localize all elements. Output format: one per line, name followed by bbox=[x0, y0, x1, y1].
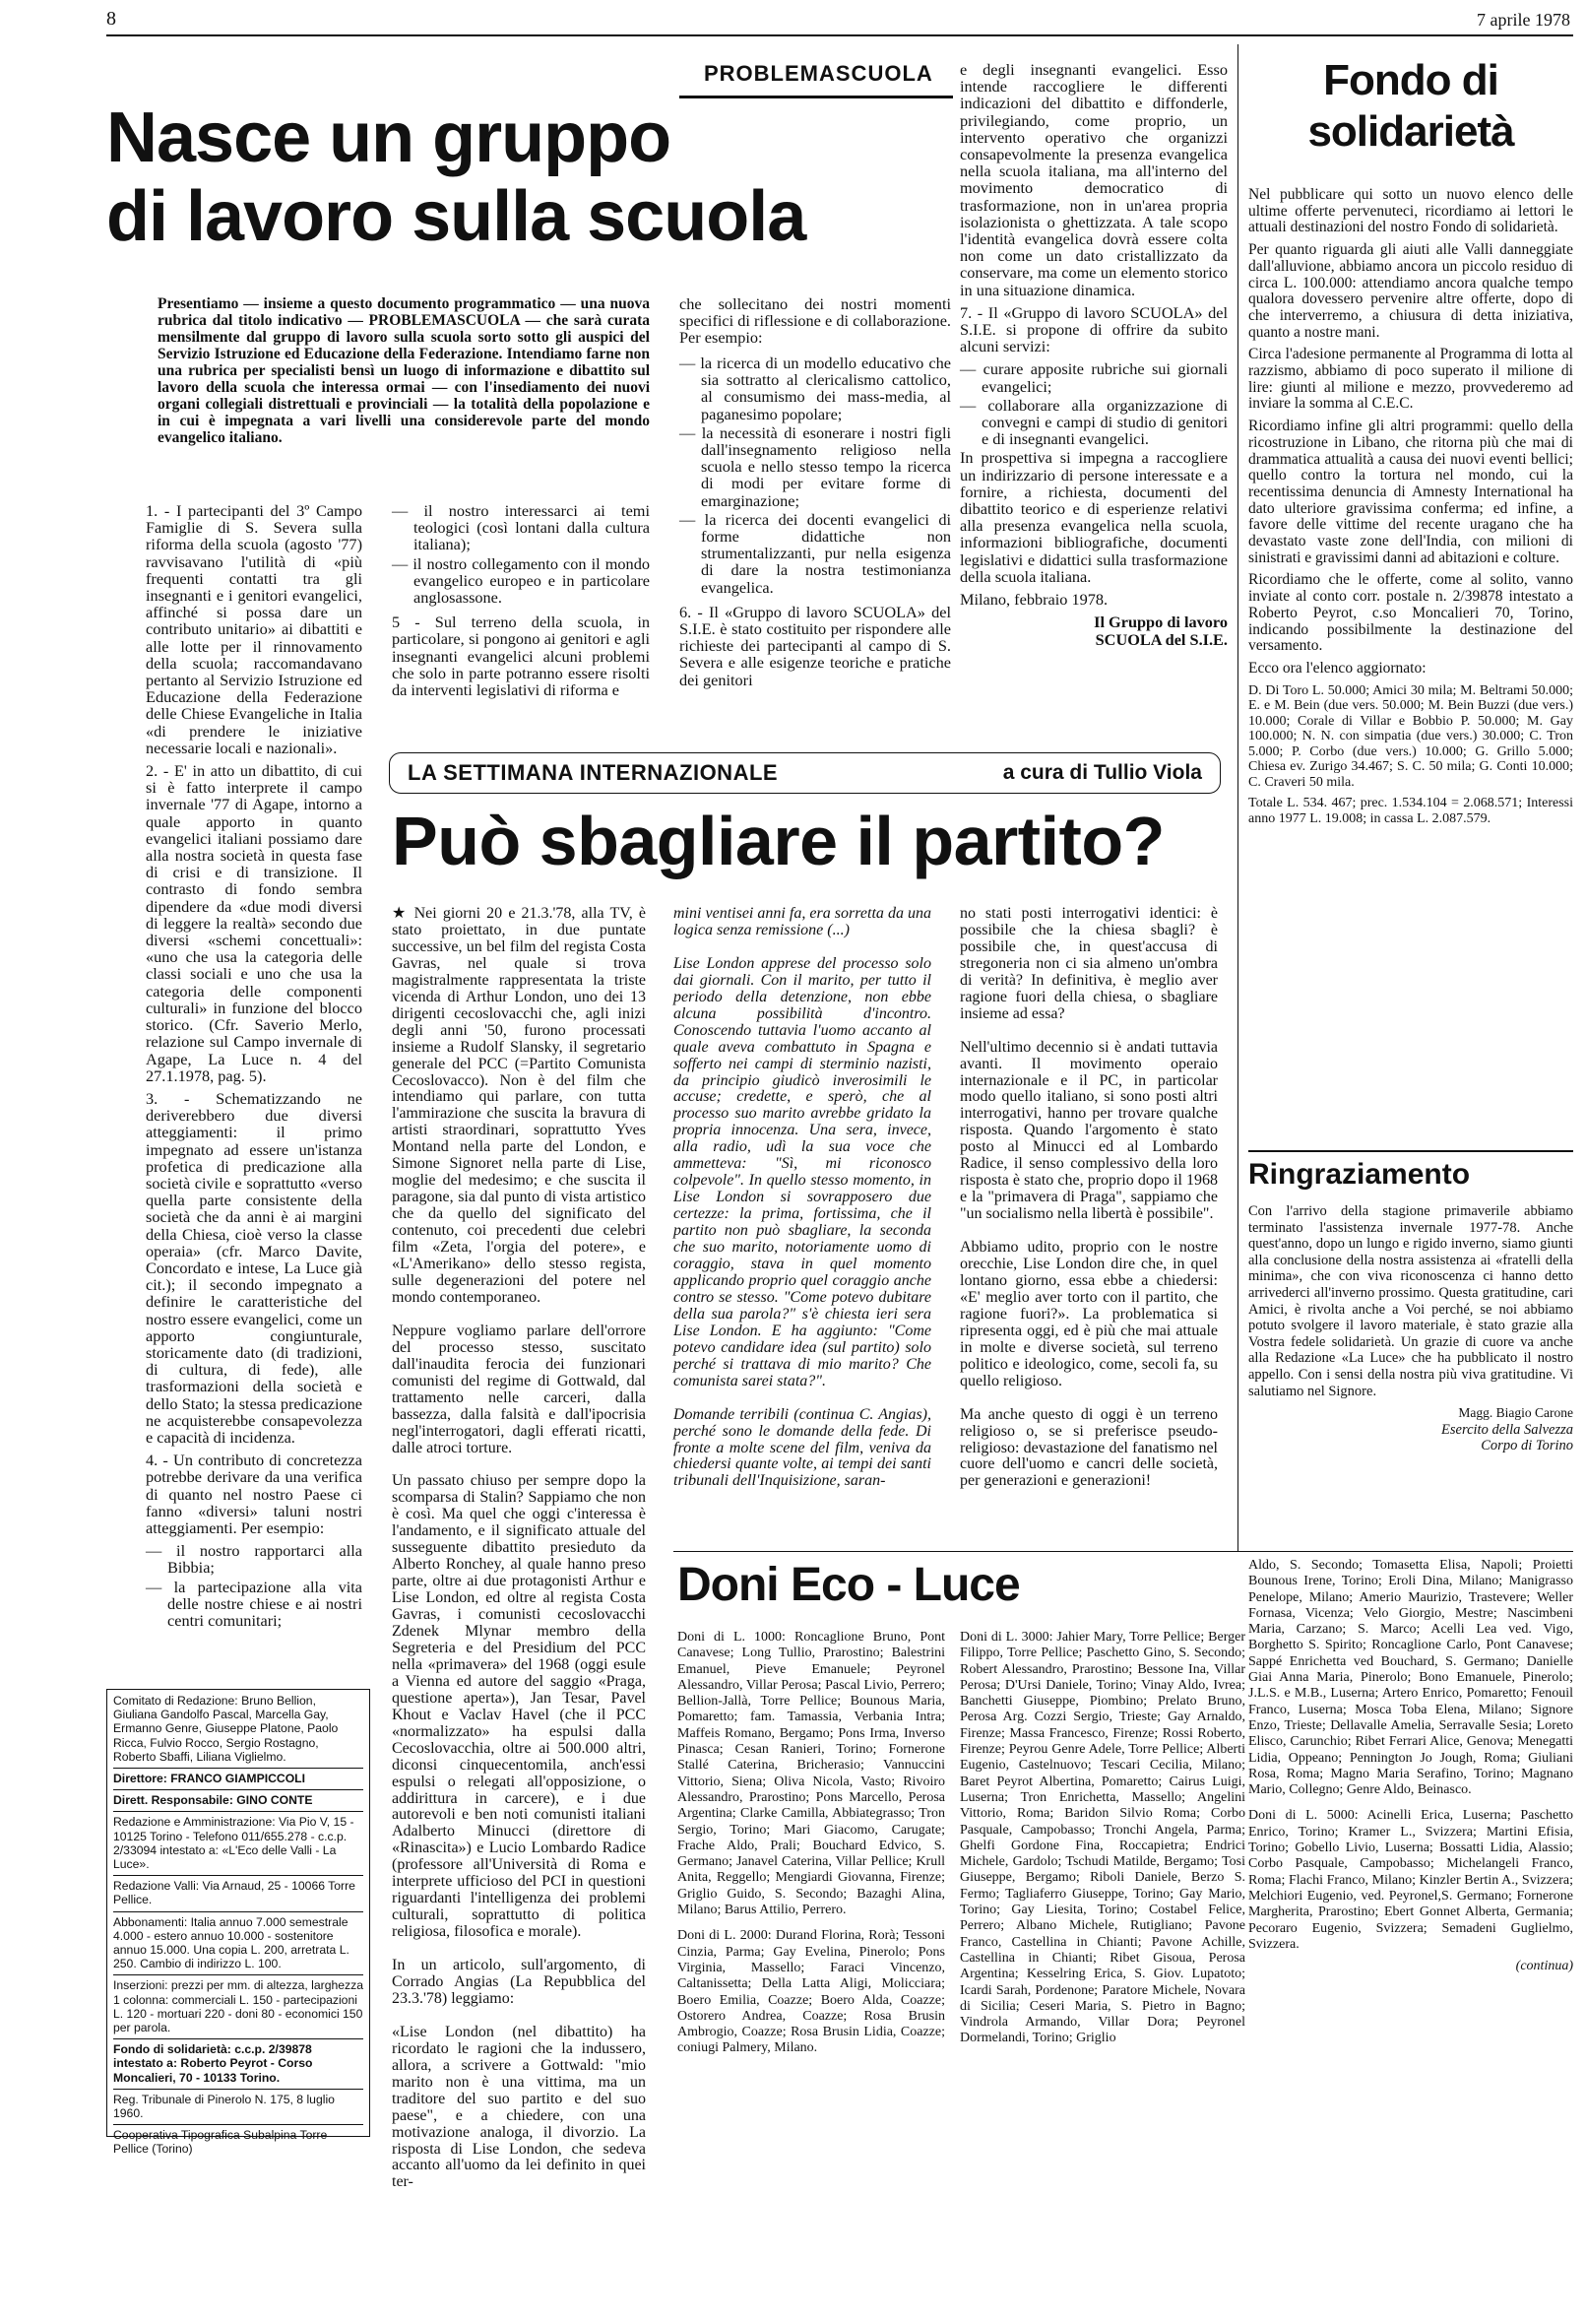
colophon-responsabile: Dirett. Responsabile: GINO CONTE bbox=[113, 1789, 363, 1807]
settimana-col-3: no stati posti interrogativi identici: è possibile che la chiesa sbagli? è possibile che, in quest'accusa di stregoneria non ci sia almeno un'ombra di verità? In definitiva, è meglio aver ragione fuori della chiesa, o sbagliare insieme ad essa? Nell'ultimo decennio si è andati tuttavia avanti. Il movimento operaio internazionale e il PC, in particolar modo quello italiano, si sono posti altri interrogativi, hanno per trovare qualche risposta. Quando l'argomento è stato posto al Minucci ed al Lombardo Radice, il senso complessivo della loro risposta è stato che, proprio dopo il 1968 e la "primavera di Praga", sappiamo che "un socialismo nella libertà è possibile". Abbiamo udito, proprio con le nostre orecchie, Lise London dire che, in quel lontano giorno, essa ebbe a chiedersi: «E' meglio aver torto con il partito, che ragione fuori?». La problematica si ripresenta oggi, ed è più che mai attuale in molte e diverse società, sul terreno politico e ideologico, come, secoli fa, su quello religioso. Ma anche questo di oggi è un terreno religioso o, se si preferisce pseudo-religioso: devastazione del fanatismo nel cuore dell'uomo e cancri delle società, per generazioni e generazioni! bbox=[960, 905, 1218, 1490]
list-item: — curare apposite rubriche sui giornali evangelici; bbox=[960, 360, 1228, 394]
doni-2000: Doni di L. 2000: Durand Florina, Rorà; Tessoni Cinzia, Parma; Gay Evelina, Pinerolo; Pons Virginia, Massello; Faraci Vincenzo, Caltanissetta; Della Latta Aligi, Molicciara; Boero Emilia, Coazze; Boero Alda, Coazze; Ostorero Andrea, Coazze; Rosa Brusin Ambrogio, Coazze; Rosa Brusin Lidia, Coazze; coniugi Palmery, Milano. bbox=[677, 1928, 945, 2056]
ringraziamento-text: Con l'arrivo della stagione primaverile abbiamo terminato l'assistenza invernale 1977-78. Anche quest'anno, dopo un lungo e rigido inverno, siamo giunti alla conclusione della nostra assistenza ai «fratelli della minima», che con viva riconoscenza ci hanno detto arrivederci all'inverno prossimo. Questa gratitudine, cari Amici, è rivolta anche a Voi perché, se noi abbiamo potuto svolgere il lavoro materiale, è stato grazie alla Vostra fedele solidarietà. Un grazie di cuore va anche alla Redazione «La Luce» che ha pubblicato il nostro appello. Con i sensi della nostra più viva gratitudine. Vi salutiamo nel Signore. bbox=[1248, 1203, 1573, 1399]
doni-col-2 bbox=[960, 1630, 1245, 2053]
kicker-rule bbox=[679, 96, 953, 98]
point-4-list bbox=[146, 1542, 362, 1629]
signature-1: Il Gruppo di lavoro bbox=[1094, 613, 1228, 632]
problemascuola-col-2 bbox=[392, 502, 650, 704]
fondo-paragraph: Ricordiamo infine gli altri programmi: quello della ricostruzione in Libano, che ritorna più che mai di drammatica attualità a causa dei nuovi eventi bellici; quello contro la tortura nel mondo, cui la recentissima denuncia di Amnesty International ha dato ulteriore gravissima conferma; ed infine, a favore delle vittime del recente uragano che ha devastato vaste zone dell'India, con milioni di sinistrati e gravissimi danni ad abitazioni e colture. bbox=[1248, 418, 1573, 566]
fondo-title-line-2: solidarietà bbox=[1307, 107, 1514, 156]
doni-col-1 bbox=[677, 1630, 945, 2063]
signature-2: SCUOLA del S.I.E. bbox=[1095, 629, 1228, 649]
problemascuola-col-3 bbox=[679, 355, 951, 694]
fondo-paragraph: Ricordiamo che le offerte, come al solito, vanno inviate al conto corr. postale n. 2/39878 intestato a Roberto Peyrot, c.so Moncalieri 70, Torino, indicando possibilmente la destinazione del versamento. bbox=[1248, 571, 1573, 655]
problemascuola-col-4 bbox=[960, 61, 1228, 654]
doni-3000: Doni di L. 3000: Jahier Mary, Torre Pellice; Berger Filippo, Torre Pellice; Paschetto Gino, S. Secondo; Robert Alessandro, Prarostino; Bessone Ina, Villar Perosa; D'Ursi Daniele, Torino; Vinay Aldo, Ivrea; Banchetti Giuseppe, Piombino; Prelato Bruno, Perosa Arg. Cozzi Sergio, Trieste; Gay Arnaldo, Firenze; Massa Francesco, Firenze; Rossi Roberto, Firenze; Peyrou Genre Adele, Torre Pellice; Alberti Eugenio, Castelnuovo; Tescari Cecilia, Milano; Baret Peyrot Albertina, Pomaretto; Cairus Luigi, Luserna; Tron Enrichetta, Massello; Angelini Vittorio, Roma; Baridon Silvio Roma; Corbo Pasquale, Campobasso; Tronchi Angela, Parma; Ghelfi Gordone Fina, Roccapietra; Endrici Michele, Gardolo; Tschudi Matilde, Bergamo; Tosi Giuseppe, Bergamo; Riboli Daniele, Berzo S. Fermo; Tagliaferro Giuseppe, Torino; Gay Mario, Torino; Gay Liesita, Torino; Costabel Felice, Perrero; Albano Michele, Rutigliano; Pavone Franco, Castellina in Chianti; Pavone Achille, Castellina in Chianti; Ribet Gisoua, Perosa Argentina; Kesselring Erica, S. Giov. Lupatoto; Icardi Sarah, Pordenone; Paratore Michele, Novara di Sicilia; Ceseri Maria, S. Pietro in Bagno; Vindrola Armando, Villar Dora; Peyronel Dormelandi, Torino; Griglio bbox=[960, 1630, 1245, 2046]
col2-list bbox=[392, 502, 650, 606]
ringraziamento-sign-2: Esercito della Salvezza bbox=[1441, 1421, 1573, 1438]
list-item: — collaborare alla organizzazione di convegni e campi di studio di genitori e di insegnanti evangelici. bbox=[960, 397, 1228, 448]
problemascuola-col-1 bbox=[146, 502, 362, 1631]
header-rule bbox=[106, 34, 1573, 36]
col4-paragraph: e degli insegnanti evangelici. Esso intende raccogliere le differenti indicazioni del dibattito e diffonderle, privilegiando, come proprio, un intervento operativo che organizzi consapevolmente la presenza evangelica nella scuola italiana, ma all'interno del movimento democratico di trasformazione, non in un'area propria isolazionista o ghettizzata. A tale scopo l'identità evangelica dovrà essere colta non come un dato cristallizzato da conservare, ma come un elemento storico in una situazione dinamica. bbox=[960, 60, 1228, 299]
point-1: 1. - I partecipanti del 3º Campo Famiglie di S. Severa sulla riforma della scuola (agosto '77) ravvisavano l'utilità di «più frequenti contatti tra gli insegnanti e i genitori evangelici, affinché si possa dare un contributo unitario» ai dibattiti e alle lotte per il rinnovamento della scuola; raccomandavano pertanto al Servizio Istruzione ed Educazione della Federazione delle Chiese Evangeliche in Italia «di prendere le iniziative necessarie locali e nazionali». bbox=[146, 501, 362, 757]
fondo-paragraph: Per quanto riguarda gli aiuti alle Valli danneggiate dall'alluvione, abbiamo ancora un piccolo residuo di circa L. 100.000: attendiamo ancora qualche tempo qualora dovessero pervenire altre offerte, dopo di che interverremo, a chiusura di detta iniziativa, quanto a nostre mani. bbox=[1248, 241, 1573, 341]
headline-line-2: di lavoro sulla scuola bbox=[106, 177, 806, 256]
list-item: — la ricerca dei docenti evangelici di forme didattiche non strumentalizzanti, pur nella esigenza di dare la nostra testimonianza evangelica. bbox=[679, 511, 951, 596]
point-5: 5 - Sul terreno della scuola, in particolare, si pongono ai genitori e agli insegnanti evangelici alcuni problemi che solo in parte potranno essere risolti da interventi legislativi di riforma e bbox=[392, 613, 650, 700]
point-3: 3. - Schematizzando ne deriverebbero due diversi atteggiamenti: il primo impegnato ad essere un'istanza profetica di predicazione alla società civile e soprattutto «verso quella parte consistente della società che da anni è ai margini della Chiesa, cioè verso la classe operaia» (cfr. Marco Davite, Concordato e intese, La Luce già cit.); il secondo impegnato a definire le caratteristiche del nostro essere evangelici, come un apporto congiunturale, storicamente dato (di tradizioni, di cultura, di fede), alle trasformazioni della società e dello Stato; la stessa predicazione ne acquisterebbe consapevolezza e capacità di incidenza. bbox=[146, 1088, 362, 1447]
intro-paragraph: Presentiamo — insieme a questo documento programmatico — una nuova rubrica dal titolo indicativo — PROBLEMASCUOLA — che sarà curata mensilmente dal gruppo di lavoro sulla scuola sorto sotto gli auspici del Servizio Istruzione ed Educazione della Federazione. Intendiamo farne non una rubrica per specialisti bensì un luogo di informazione e dibattito sul lavoro della scuola che interessa ormai — con l'insediamento dei nuovi organi collegiali distrettuali e provinciali — la totalità della popolazione e in cui è impegnata a vari livelli una considerevole parte del mondo evangelico italiano. bbox=[158, 295, 650, 446]
fondo-list: D. Di Toro L. 50.000; Amici 30 mila; M. Beltrami 50.000; E. e M. Bein (due vers. 50.000; M. Bein Buzzi (due vers.) 10.000; Corale di Villar e Bobbio P. 50.000; M. Gay 100.000; N. N. con simpatia (due vers.) 30.000; C. Tron 5.000; P. Corbo (due vers.) 10.000; G. Grillo 5.000; Chiesa ev. Zurigo 34.467; S. C. 50 mila; G. Conti 10.000; C. Craveri 50 mila. bbox=[1248, 682, 1573, 790]
colophon-redazione: Redazione e Amministrazione: Via Pio V, 15 - 10125 Torino - Telefono 011/655.278 - c.c.p. 2/33094 intestato a: «L'Eco delle Valli - La Luce». bbox=[113, 1811, 363, 1871]
ringraziamento-sign-3: Corpo di Torino bbox=[1481, 1438, 1573, 1454]
list-item: — la partecipazione alla vita delle nostre chiese e ai nostri centri comunitari; bbox=[146, 1579, 362, 1630]
fondo-paragraph: Nel pubblicare qui sotto un nuovo elenco delle ultime offerte pervenuteci, ricordiamo ai lettori le attuali destinazioni del nostro Fondo di solidarietà. bbox=[1248, 186, 1573, 236]
dateline: Milano, febbraio 1978. bbox=[960, 590, 1109, 610]
settimana-headline: Può sbagliare il partito? bbox=[392, 803, 1165, 879]
ringraziamento-sign-1: Magg. Biagio Carone bbox=[1458, 1405, 1573, 1421]
colophon-tipografia: Cooperativa Tipografica Subalpina Torre Pellice (Torino) bbox=[113, 2124, 363, 2156]
colophon-valli: Redazione Valli: Via Arnaud, 25 - 10066 Torre Pellice. bbox=[113, 1875, 363, 1906]
fondo-title-line-1: Fondo di bbox=[1323, 56, 1498, 104]
ringraziamento-body bbox=[1248, 1203, 1573, 1454]
colophon-box bbox=[106, 1689, 370, 2157]
colophon-abbonamenti: Abbonamenti: Italia annuo 7.000 semestrale 4.000 - estero annuo 10.000 - sostenitore annuo 15.000. Una copia L. 200, arretrata L. 250. Cambio di indirizzo L. 100. bbox=[113, 1911, 363, 1971]
colophon-inserzioni: Inserzioni: prezzi per mm. di altezza, larghezza 1 colonna: commerciali L. 150 - partecipazioni L. 120 - mortuari 220 - doni 80 - economici 150 per parola. bbox=[113, 1974, 363, 2034]
doni-top-rule bbox=[673, 1551, 1573, 1552]
list-item: — il nostro interessarci ai temi teologici (così lontani dalla cultura italiana); bbox=[392, 502, 650, 553]
doni-continua: (continua) bbox=[1515, 1959, 1573, 1974]
point-2: 2. - E' in atto un dibattito, di cui si è fatto interprete il campo invernale '77 di Agape, intorno a quale apporto in quanto evangelici italiani possiamo dare alla nostra società in questa fase di crisi e di transizione. Il contrasto di fondo sembra dipendere da «due modi diversi di leggere la realtà» secondo due diversi «schemi concettuali»: «uno che usa la categoria delle classi sociali e uno che usa la categoria delle componenti culturali» in funzione del blocco storico. (Cfr. Saverio Merlo, relazione sul Campo invernale di Agape, La Luce n. 4 del 27.1.1978, pag. 5). bbox=[146, 761, 362, 1085]
ringraziamento-rule bbox=[1248, 1150, 1573, 1152]
doni-1000: Doni di L. 1000: Roncaglione Bruno, Pont Canavese; Long Tullio, Prarostino; Balestrini Emanuel, Pieve Emanuele; Peyronel Alessandro, Villar Perosa; Pascal Livio, Perrero; Bellion-Jallà, Torre Pellice; Bounous Maria, Pomaretto; fam. Tamassia, Verbania Intra; Maffeis Romano, Bergamo; Pons Irma, Inverso Pinasca; Cesan Ranieri, Torino; Fornerone Stallé Caterina, Bricherasio; Vannuccini Vittorio, Siena; Oliva Nicola, Vasto; Rivoiro Alessandro, Prarostino; Pons Marcello, Perosa Argentina; Clarke Camilla, Abbiategrasso; Tron Sergio, Torino; Mari Giacomo, Carugate; Frache Aldo, Prali; Bouchard Edvico, S. Germano; Janavel Caterina, Villar Pellice; Krull Anita, Reggello; Mengiardi Giovanna, Firenze; Griglio Guido, S. Secondo; Bazaghi Alina, Milano; Barus Attilio, Perrero. bbox=[677, 1630, 945, 1918]
list-item: — la ricerca di un modello educativo che sia sottratto al clericalismo cattolico, al consumismo dei mass-media, al paganesimo popolare; bbox=[679, 355, 951, 422]
settimana-byline: a cura di Tullio Viola bbox=[1002, 761, 1202, 784]
kicker-problemascuola: PROBLEMASCUOLA bbox=[704, 61, 933, 86]
settimana-col-1: ★ Nei giorni 20 e 21.3.'78, alla TV, è stato proiettato, in due puntate successive, un bel film del regista Costa Gavras, nel quale si trova magistralmente rappresentata la triste vicenda di Arthur London, uno dei 13 dirigenti cecoslovacchi che, agli inizi degli anni '50, furono processati insieme a Rudolf Slansky, il segretario generale del PCC (=Partito Comunista Cecoslovacco). Non è del film che intendiamo qui parlare, con tutta l'ammirazione che suscita la bravura di artisti straordinari, soprattutto Yves Montand nella parte del London, e Simone Signoret nella parte di Lise, moglie del medesimo; e che suscita il paragone, sia dal punto di vista artistico che da quello del significato del contenuto, coi precedenti due celebri film «Zeta, l'orgia del potere», e «L'Amerikano» dello stesso regista, sulle degenerazioni del potere nel mondo contemporaneo. Neppure vogliamo parlare dell'orrore del processo stesso, suscitato dall'inaudita ferocia dei funzionari comunisti del regime di Gottwald, dal trattamento nelle carceri, dalla bassezza, dalla falsità e dall'ipocrisia negl'interrogatori, dagli efferati ricatti, dalle atroci torture. Un passato chiuso per sempre dopo la scomparsa di Stalin? Sappiamo che non è così. Ma quel che oggi c'interessa è l'andamento, e il significato attuale del susseguente dibattito presieduto da Alberto Ronchey, al quale hanno preso parte, oltre ai due protagonisti Arthur e Lise London, ed oltre al regista Costa Gavras, i comunisti cecoslovacchi Zdenek Mlynar membro della Segreteria e del Presidium del PCC nella «primavera» del 1968 (oggi esule a Vienna ed autore del saggio «Praga, questione aperta»), Jan Tesar, Pavel Khout e Vaclav Havel (che il PCC «normalizzato» ha espulsi dalla Cecoslovacchia, oltre ai 500.000 altri, diconsi cinquecentomila, anch'essi espulsi o relegati all'opposizione, o addirittura in carcere), e i due autorevoli e ben noti comunisti italiani Adalberto Minucci (direttore di «Rinascita») e Lucio Lombardo Radice (professore all'Università di Roma e interprete ufficioso del PCI in questioni riguardanti l'intelligenza dei problemi culturali, soprattutto di politica religiosa, filosofica e morale). In un articolo, sull'argomento, di Corrado Angias (La Repubblica del 23.3.'78) leggiamo: «Lise London (nel dibattito) ha ricordato le ragioni che la indussero, allora, a scrivere a Gottwald: "mio marito non è una vittima, ma un traditore del suo partito e del suo paese", e a chiedere, con una motivazione analoga, il divorzio. La risposta di Lise London, che sedeva accanto all'uomo da lei definito in quei ter- bbox=[392, 905, 646, 2191]
page-date: 7 aprile 1978 bbox=[1477, 10, 1570, 30]
settimana-banner bbox=[389, 752, 1221, 794]
point-7: 7. - Il «Gruppo di lavoro SCUOLA» del S.I.E. si propone di offrire da subito alcuni servizi: bbox=[960, 302, 1228, 356]
colophon-fondo: Fondo di solidarietà: c.c.p. 2/39878 intestato a: Roberto Peyrot - Corso Moncalieri, 70 - 10133 Torino. bbox=[113, 2038, 363, 2085]
fondo-totals: Totale L. 534. 467; prec. 1.534.104 = 2.068.571; Interessi anno 1977 L. 19.008; in cassa L. 2.087.579. bbox=[1248, 796, 1573, 826]
colophon-registrazione: Reg. Tribunale di Pinerolo N. 175, 8 luglio 1960. bbox=[113, 2089, 363, 2120]
fondo-paragraph: Ecco ora l'elenco aggiornato: bbox=[1248, 659, 1427, 677]
settimana-col-2: mini ventisei anni fa, era sorretta da una logica senza remissione (...) Lise London apprese del processo solo dai giornali. Con il marito, per tutto il periodo della detenzione, non ebbe alcuna possibilità d'incontro. Conoscendo tuttavia l'uomo accanto al quale aveva combattuto in Spagna e sofferto nei campi di sterminio nazisti, da principio giudicò inverosimili le accuse; credette, e sperò, che al processo suo marito avrebbe gridato la propria innocenza. Una sera, invece, alla radio, udì la sua voce che ammetteva: "Sì, mi riconosco colpevole". In quello stesso momento, in Lise London si sovrapposero due certezze: la prima, fortissima, che il partito non può sbagliare, la seconda che suo marito, notoriamente uomo di coraggio, stava in quel momento applicando proprio quel coraggio anche contro se stesso. "Come potevo dubitare della sua parola?" s'è chiesta ieri sera Lise London. E ha aggiunto: "Come potevo candidare idea (sul partito) solo perché si trattava di mio marito? Che comunista sarei stata?". Domande terribili (continua C. Angias), perché sono le domande della fede. Di fronte a molte scene del film, veniva da chiedersi quante volte, ai tempi dei santi tribunali dell'Inquisizione, saran- bbox=[673, 905, 931, 1490]
list-item: — la necessità di esonerare i nostri figli dall'insegnamento religioso nella scuola e nello stesso tempo la ricerca di modi per evitare forme di emarginazione; bbox=[679, 424, 951, 509]
doni-col-3 bbox=[1248, 1558, 1573, 1980]
point-4: 4. - Un contributo di concretezza potrebbe derivare da una verifica di quanto nel nostro Paese ci fanno «diversi» taluni nostri atteggiamenti. Per esempio: bbox=[146, 1451, 362, 1537]
fondo-paragraph: Circa l'adesione permanente al Programma di lotta al razzismo, abbiamo di poco superato il milione di lire: giunti al milione e mezzo, provvederemo ad inviare la somma al C.E.C. bbox=[1248, 346, 1573, 413]
col4-paragraph-2: In prospettiva si impegna a raccogliere un indirizzario di persone interessate e a fornire, a richiesta, documenti del dibattito teorico e di esperienze relativi alla presenza evangelica nella scuola, informazioni bibliografiche, documenti legislativi e didattici sulla trasformazione della scuola italiana. bbox=[960, 448, 1228, 586]
doni-3000-cont: Aldo, S. Secondo; Tomasetta Elisa, Napoli; Proietti Bounous Irene, Torino; Eroli Dina, Milano; Manigrasso Penelope, Milano; Amerio Maurizio, Trastevere; Weller Fornasa, Vicenza; Velo Giorgio, Mestre; Nascimbeni Maria, Carzano; S. Marco; Acelli Lea ved. Vigo, Borghetto S. Spirito; Roncaglione Carlo, Pont Canavese; Sappé Enrichetta ved Bouchard, S. Germano; Danielle Giai Anna Maria, Pinerolo; Bono Emanuele, Pinerolo; J.L.S. e M.B., Luserna; Artero Enrico, Pomaretto; Fenouil Franco, Luserna; Mosca Toba Elena, Milano; Signore Enzo, Trieste; Dellavalle Amelia, Serravalle Sesia; Loreto Elisco, Carunchio; Ribet Ferrari Alice, Genova; Menegatti Lidia, Oppeano; Pennington Jo Jough, Roma; Giuliani Rosa, Roma; Magno Maria Serafino, Torino; Magnano Mario, Collegno; Genre Aldo, Beinasco. bbox=[1248, 1558, 1573, 1798]
intro-right: che sollecitano dei nostri momenti specifici di riflessione e di collaborazione. Per esempio: bbox=[679, 294, 951, 348]
ringraziamento-title: Ringraziamento bbox=[1248, 1158, 1471, 1191]
col3-list bbox=[679, 355, 951, 596]
col4-list bbox=[960, 360, 1228, 447]
doni-title: Doni Eco - Luce bbox=[677, 1559, 1020, 1611]
colophon-comitato: Comitato di Redazione: Bruno Bellion, Giuliana Gandolfo Pascal, Marcella Gay, Ermanno Genre, Giuseppe Platone, Paolo Ricca, Fulvio Rocco, Sergio Rostagno, Roberto Sbaffi, Liliana Viglielmo. bbox=[113, 1694, 339, 1764]
list-item: — il nostro rapportarci alla Bibbia; bbox=[146, 1542, 362, 1576]
fondo-body bbox=[1248, 187, 1573, 832]
doni-5000: Doni di L. 5000: Acinelli Erica, Luserna; Paschetto Enrico, Torino; Kramer L., Svizzera; Martini Efisia, Torino; Gobello Livio, Luserna; Bossatti Lidia, Alassio; Corbo Pasquale, Campobasso; Michelangeli Franco, Roma; Flachi Franco, Milano; Kinzler Bertin A., Svizzera; Melchiori Eugenio, ved. Peyronel,S. Germano; Fornerone Margherita, Prarostino; Ebert Gonnet Alberta, Germania; Pecoraro Eugenio, Svizzera; Semadeni Guglielmo, Svizzera. bbox=[1248, 1808, 1573, 1952]
list-item: — il nostro collegamento con il mondo evangelico europeo e in particolare anglosassone. bbox=[392, 555, 650, 607]
headline-line-1: Nasce un gruppo bbox=[106, 98, 671, 177]
column-rule bbox=[1237, 44, 1238, 1551]
page-number: 8 bbox=[106, 8, 116, 30]
settimana-label: LA SETTIMANA INTERNAZIONALE bbox=[408, 760, 779, 785]
point-6: 6. - Il «Gruppo di lavoro SCUOLA» del S.I.E. è stato costituito per rispondere alle richieste dei partecipanti al campo di S. Severa e alle esigenze teoriche e pratiche dei genitori bbox=[679, 602, 951, 689]
colophon-direttore: Direttore: FRANCO GIAMPICCOLI bbox=[113, 1768, 363, 1785]
